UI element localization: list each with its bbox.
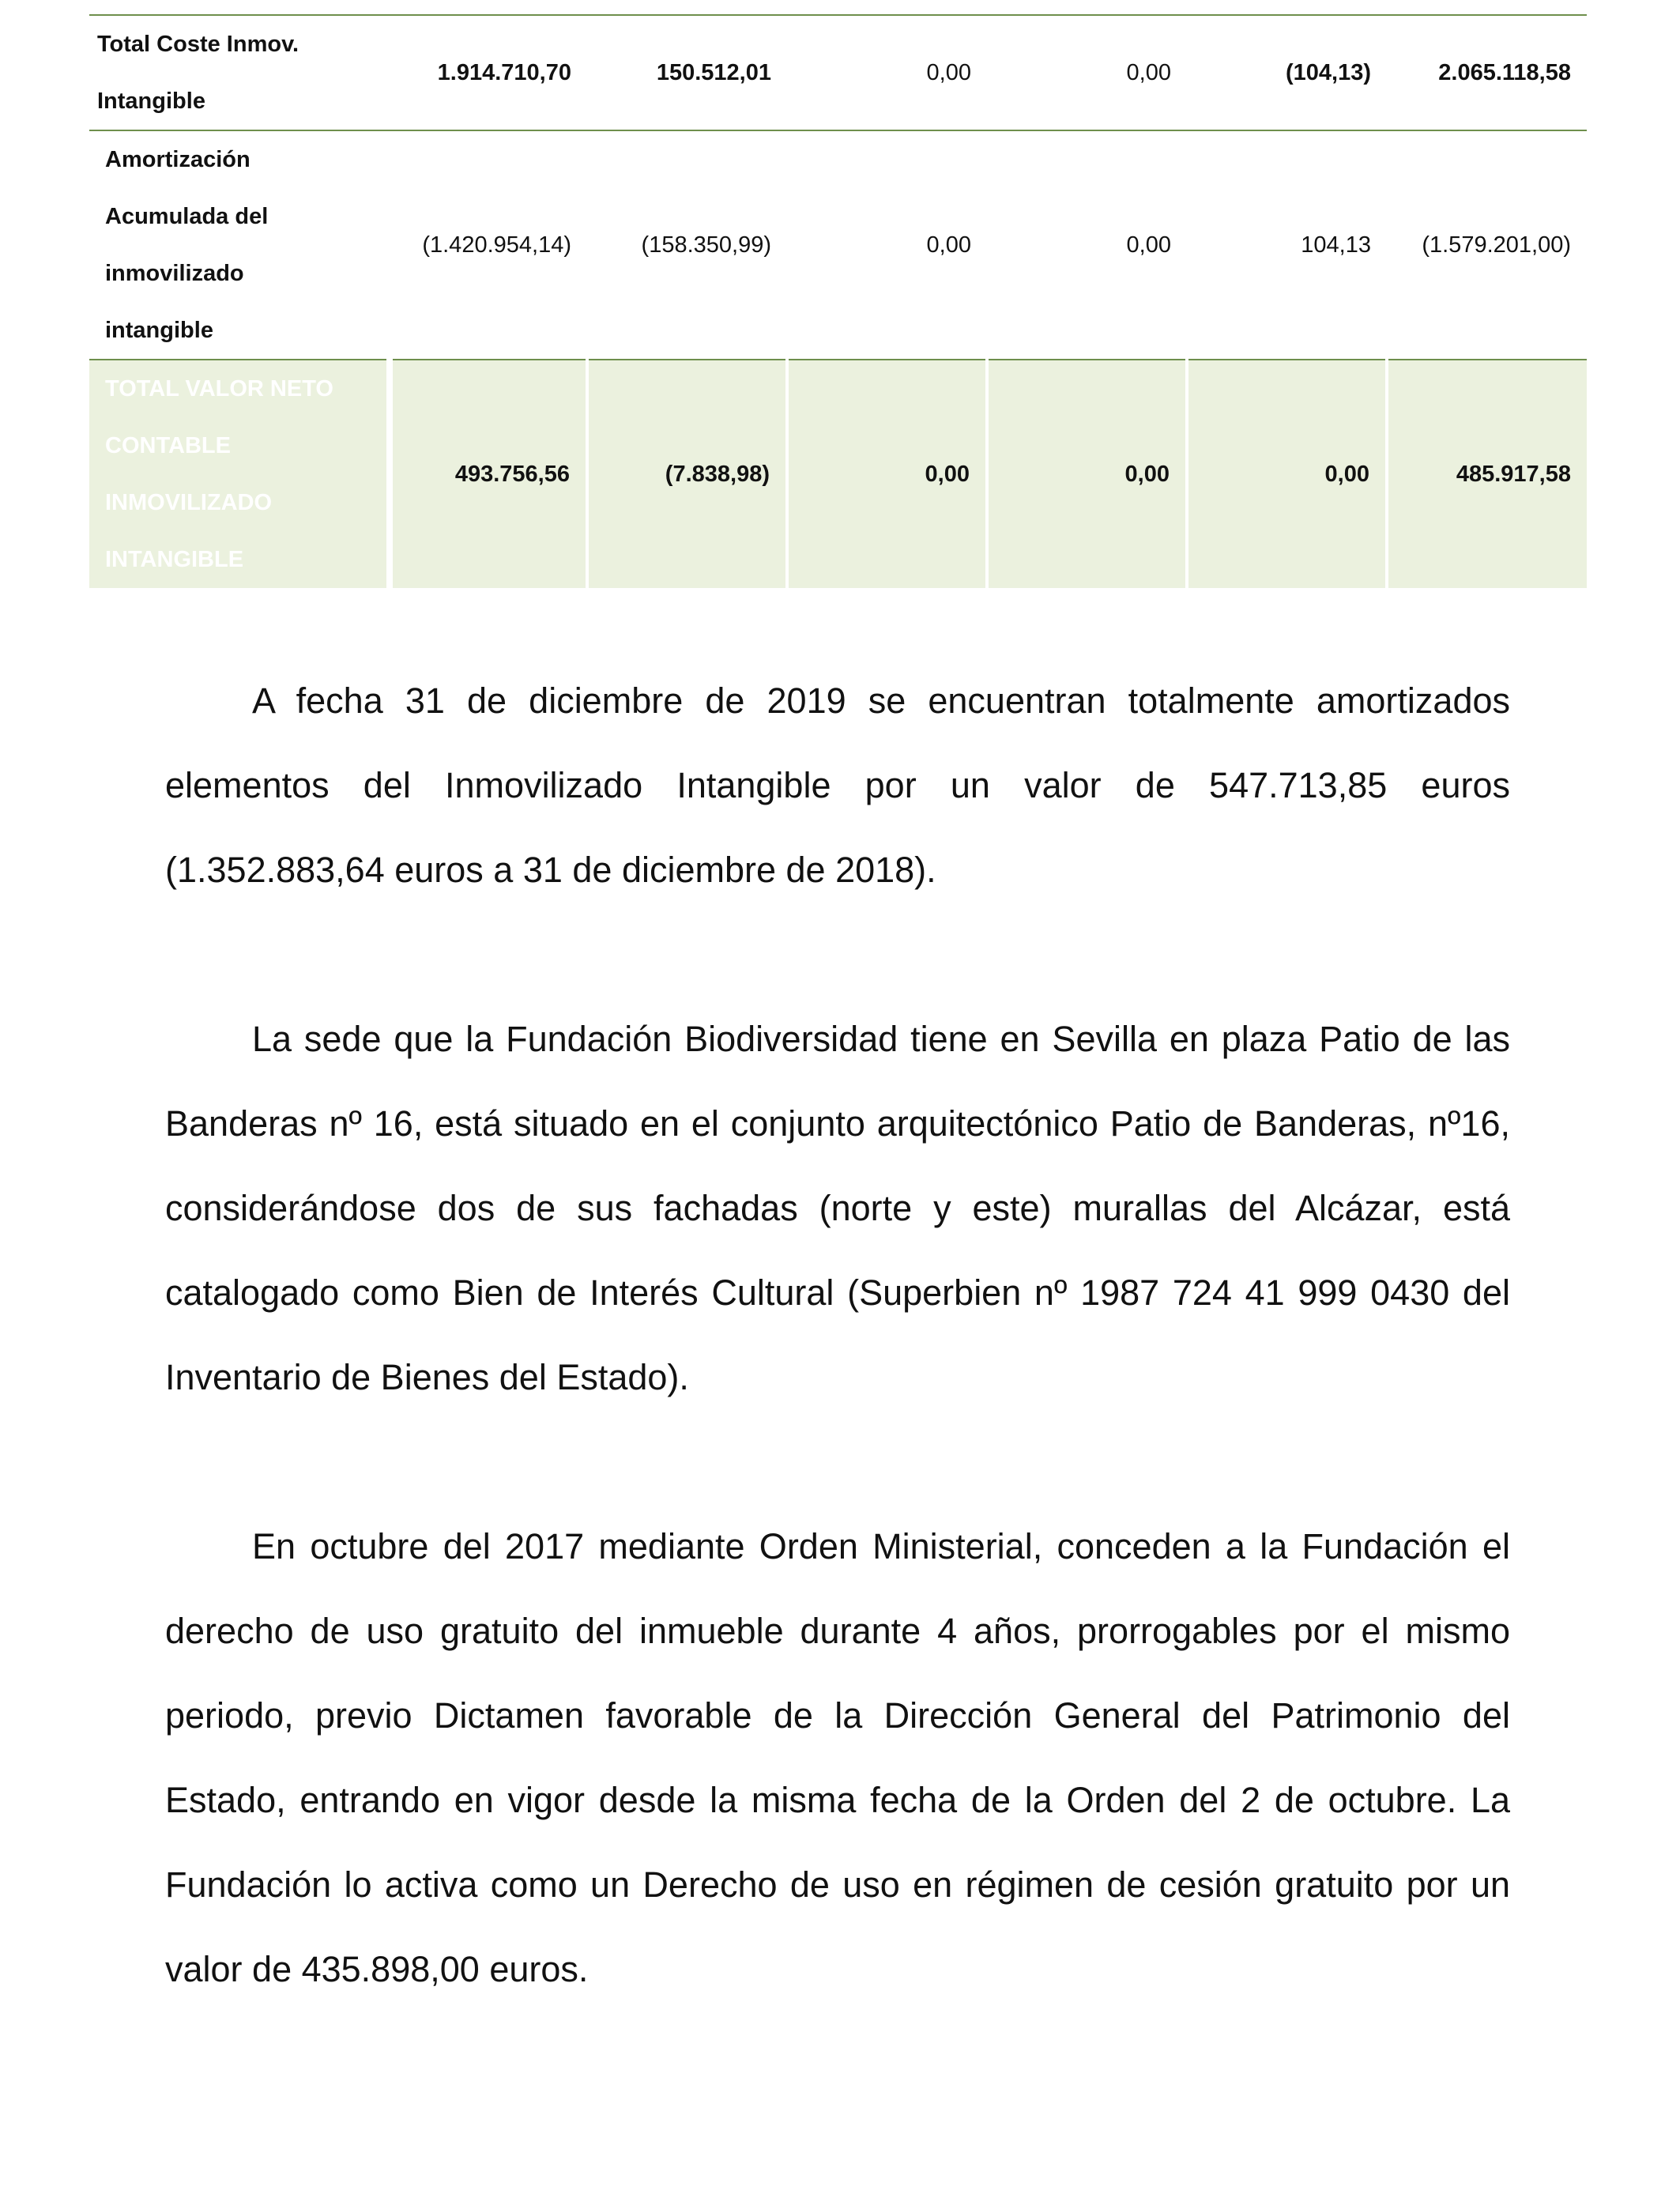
row-label — [89, 15, 390, 130]
value-cell: 0,00 — [1187, 360, 1387, 588]
value-cell: 0,00 — [926, 232, 971, 258]
label-line: intangible — [105, 318, 213, 343]
value-cell: 104,13 — [1301, 232, 1371, 258]
paragraph-amortizados: A fecha 31 de diciembre de 2019 se encuentran totalmente amortizados elementos del Inmovilizado Intangible por un valor de 547.713,85 euros (1.352.883,64 euros a 31 de diciembre de 2018). — [165, 680, 1510, 890]
value-cell: (1.579.201,00) — [1422, 232, 1571, 258]
intangible-assets-table — [89, 14, 1587, 588]
label-line: Total Coste Inmov. — [97, 32, 299, 57]
value-cell: 150.512,01 — [587, 15, 787, 130]
label-line: INTANGIBLE — [105, 547, 244, 572]
value-cell: 2.065.118,58 — [1387, 15, 1587, 130]
value-cell: 0,00 — [987, 15, 1187, 130]
value-cell: 0,00 — [987, 360, 1187, 588]
label-line: CONTABLE — [105, 433, 231, 458]
label-line: Acumulada del — [105, 204, 269, 229]
body-text — [165, 658, 1510, 2096]
label-line: INMOVILIZADO — [105, 490, 273, 515]
label-line: inmovilizado — [105, 261, 244, 286]
paragraph-orden-ministerial: En octubre del 2017 mediante Orden Ministerial, conceden a la Fundación el derecho de uso gratuito del inmueble durante 4 años, prorrogables por el mismo periodo, previo Dictamen favorable de la Dirección General del Patrimonio del Estado, entrando en vigor desde la misma fecha de la Orden del 2 de octubre. La Fundación lo activa como un Derecho de uso en régimen de cesión gratuito por un valor de 435.898,00 euros. — [165, 1526, 1510, 1989]
fixed-assets-table-container — [89, 14, 1587, 588]
value-cell: (104,13) — [1187, 15, 1387, 130]
value-cell: (7.838,98) — [587, 360, 787, 588]
paragraph-sede-sevilla: La sede que la Fundación Biodiversidad tiene en Sevilla en plaza Patio de las Banderas nº 16, está situado en el conjunto arquitectónico Patio de Banderas, nº16, considerándose dos de sus fachadas (norte y este) murallas del Alcázar, está catalogado como Bien de Interés Cultural (Superbien nº 1987 724 41 999 0430 del Inventario de Bienes del Estado). — [165, 1019, 1510, 1397]
table-row-total-coste — [89, 15, 1587, 130]
label-line: Intangible — [97, 89, 205, 114]
value-cell: 485.917,58 — [1387, 360, 1587, 588]
table-row-amortizacion — [89, 130, 1587, 360]
value-cell: 493.756,56 — [390, 360, 587, 588]
value-cell: (1.420.954,14) — [422, 232, 571, 258]
label-line: TOTAL VALOR NETO — [105, 376, 333, 401]
value-cell: 0,00 — [1126, 232, 1171, 258]
row-label — [89, 360, 390, 588]
value-cell: 0,00 — [787, 15, 987, 130]
value-cell: 0,00 — [787, 360, 987, 588]
label-line: Amortización — [105, 147, 250, 172]
table-row-total-valor-neto — [89, 360, 1587, 588]
row-label — [89, 130, 390, 360]
value-cell: 1.914.710,70 — [390, 15, 587, 130]
value-cell: (158.350,99) — [641, 232, 771, 258]
